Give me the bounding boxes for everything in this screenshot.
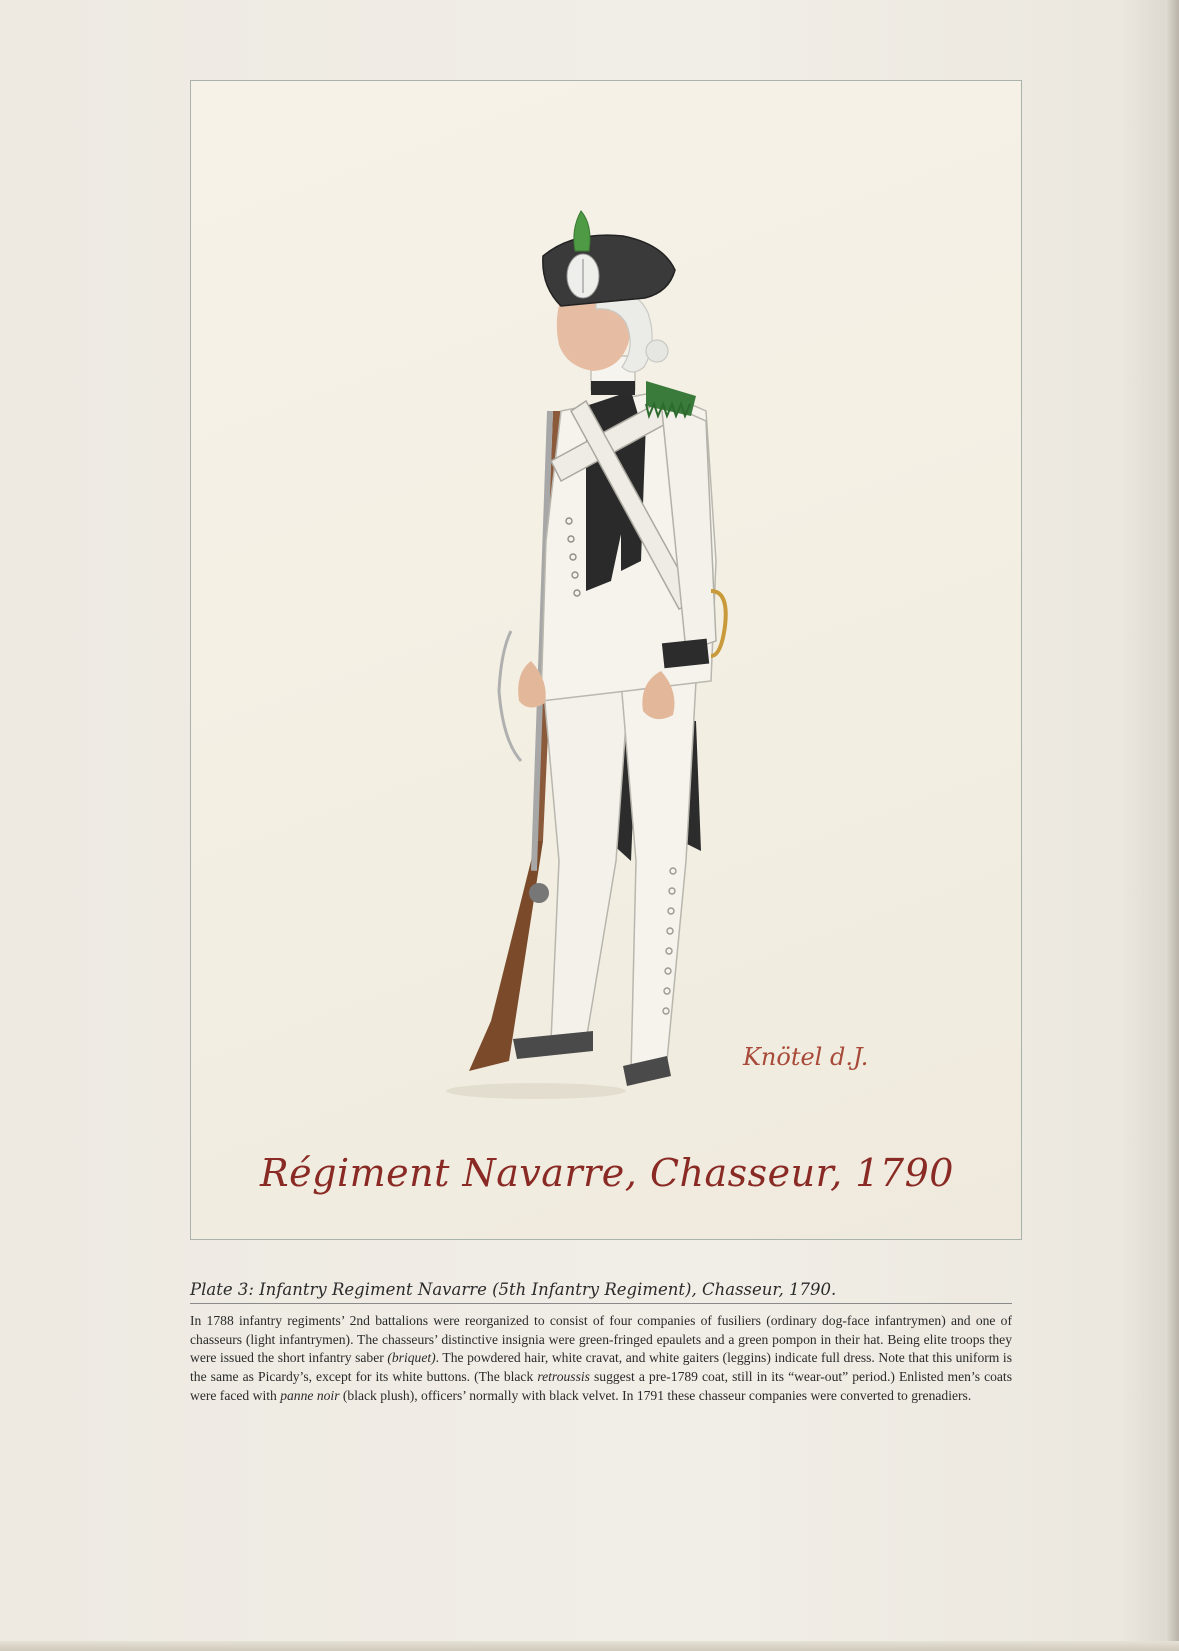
- italic-term: panne noir: [280, 1387, 340, 1403]
- soldier-illustration: [191, 81, 1023, 1241]
- plate-title: Régiment Navarre, Chasseur, 1790: [260, 1151, 954, 1195]
- coat: [541, 381, 716, 701]
- text-segment: suggest a pre-1789 coat, still in its “wear-out” period.) Enlisted men’s coats were faced with: [190, 1369, 1012, 1403]
- text-segment: (black plush), officers’ normally with black velvet. In 1791 these chasseur companies were converted to grenadiers.: [339, 1387, 972, 1403]
- artist-signature: Knötel d.J.: [743, 1043, 869, 1071]
- text-segment: In 1788 infantry regiments’ 2nd battalions were reorganized to consist of four companies of fusiliers (ordinary dog-face infantrymen) and one of chasseurs (light infantrymen). The chasseurs’ distinctive insignia were green-fringed epaulets and a green pompon in their hat. Being elite troops they were issued the short infantry saber: [190, 1313, 1012, 1366]
- legs: [543, 681, 696, 1071]
- left-shoe: [513, 1031, 593, 1059]
- italic-term: (briquet): [387, 1350, 436, 1366]
- description-paragraph: [190, 1312, 1012, 1406]
- illustration-plate: [190, 80, 1022, 1240]
- plate-caption: Plate 3: Infantry Regiment Navarre (5th Infantry Regiment), Chasseur, 1790.: [190, 1280, 1012, 1304]
- page-edge: [1165, 0, 1179, 1651]
- italic-term: retroussis: [537, 1369, 590, 1385]
- bottom-edge: [0, 1641, 1179, 1651]
- text-segment: . The powdered hair, white cravat, and white gaiters (leggins) indicate full dress. Note that this uniform is the same as Picardy’s, except for its white buttons. (The black: [190, 1350, 1012, 1385]
- tricorne-hat: [543, 211, 675, 306]
